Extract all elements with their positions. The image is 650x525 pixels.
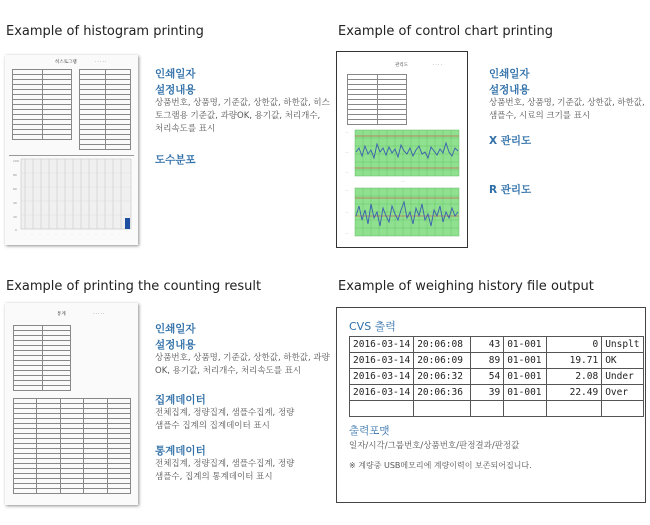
svg-text:··: ·· [111,233,113,236]
histogram-label-freq: 도수분포 [155,154,196,166]
counting-paper: 통계 · · · · · [5,303,138,505]
control-label-settings: 설정내용 [489,84,530,96]
control-paper-title: 관리도 [395,63,409,68]
control-label-x: X 관리도 [489,135,532,147]
counting-panel-title: Example of printing the counting result [6,279,262,294]
svg-text:··: ·· [79,233,81,236]
counting-label-date: 인쇄일자 [155,323,196,335]
histogram-count-table [79,69,131,150]
svg-text:··: ·· [47,233,49,236]
counting-agg-desc: 전체집계, 정량집계, 샘플수집계, 정량샘플수 집계의 집계데이터 표시 [155,408,295,431]
histogram-bar [125,218,130,229]
svg-text:··: ·· [71,233,73,236]
cvs-output-table [349,336,644,417]
weighing-output-box [336,307,646,503]
svg-text:··: ·· [55,233,57,236]
counting-agg-table [13,398,131,444]
svg-text:····: ···· [345,130,349,134]
svg-text:····: ···· [345,231,349,235]
histogram-settings-desc: 상품번호, 상품명, 기준값, 상한값, 하한값, 히스토그램용 기준값, 과량OK, 용기값, 처리개수, 처리속도를 표시 [155,98,330,134]
cvs-row: 2016-03-14 20:06:09 89 01-001 19.71 OK [350,353,644,369]
counting-label-stat: 통계데이터 [155,445,206,457]
cvs-output-title: CVS 출력 [349,320,396,333]
histogram-paper-title: 히스토그램 [55,60,77,65]
svg-text:····: ···· [345,150,349,154]
svg-text:80: 80 [13,173,17,177]
svg-text:····: ···· [345,170,349,174]
histogram-label-date: 인쇄일자 [155,68,196,80]
control-label-date: 인쇄일자 [489,68,530,80]
weighing-panel-title: Example of weighing history file output [338,279,594,294]
svg-text:··: ·· [95,233,97,236]
format-desc: 일자/시각/그룹번호/상품번호/판정결과/판정값 [349,441,520,451]
svg-text:··: ·· [39,233,41,236]
svg-text:··: ·· [23,233,25,236]
svg-text:20: 20 [13,215,17,219]
usb-note: ※ 계량중 USB메모리에 계량이력이 보존되어집니다. [349,461,532,470]
svg-text:··: ·· [119,233,121,236]
histogram-label-settings: 설정내용 [155,84,196,96]
control-panel-title: Example of control chart printing [338,24,553,39]
histogram-divider [9,155,134,156]
svg-text:··: ·· [63,233,65,236]
counting-settings-desc: 상품번호, 상품명, 기준값, 상한값, 하한값, 과량OK, 용기값, 처리개수, 처리속도를 표시 [155,353,330,376]
histogram-info-table [12,69,72,140]
svg-text:60: 60 [13,187,17,191]
r-control-chart [345,186,463,244]
histogram-panel-title: Example of histogram printing [6,24,204,39]
x-control-chart [345,128,463,184]
cvs-row: 2016-03-14 20:06:08 43 01-001 0 Unsplt [350,337,644,353]
control-label-r: R 관리도 [489,184,532,196]
control-settings-desc: 상품번호, 상품명, 기준값, 상한값, 하한값, 샘플수, 시료의 크기를 표시 [489,98,645,121]
svg-text:····: ···· [345,188,349,192]
svg-text:····: ···· [345,210,349,214]
svg-text:0: 0 [15,228,17,232]
cvs-row-empty [350,401,644,417]
counting-paper-title: 통계 [57,312,66,317]
control-info-table [347,74,407,125]
cvs-row: 2016-03-14 20:06:36 39 01-001 22.49 Over [350,385,644,401]
svg-text:100: 100 [13,159,19,163]
svg-text:··: ·· [87,233,89,236]
histogram-paper: 히스토그램 · · · · · 100 80 60 40 20 0 ·· ·· ·· ·· ·· ·· ·· ·· ·· ·· ·· ·· ·· [5,55,138,245]
counting-label-settings: 설정내용 [155,339,196,351]
control-paper: 관리도 · · · · ···· ···· ···· ···· ···· ···· ···· [336,51,468,248]
svg-text:··: ·· [31,233,33,236]
svg-text:··: ·· [103,233,105,236]
svg-text:40: 40 [13,201,17,205]
counting-stat-table [13,443,131,494]
format-title: 출력포맷 [349,425,390,437]
svg-text:····: ···· [401,179,405,183]
histogram-chart [11,157,135,243]
counting-info-table [13,325,71,391]
counting-label-agg: 집계데이터 [155,394,206,406]
counting-stat-desc: 전체집계, 정량집계, 샘플수집계, 정량샘플수, 집계의 통계데이터 표시 [155,459,295,482]
cvs-row: 2016-03-14 20:06:32 54 01-001 2.08 Under [350,369,644,385]
